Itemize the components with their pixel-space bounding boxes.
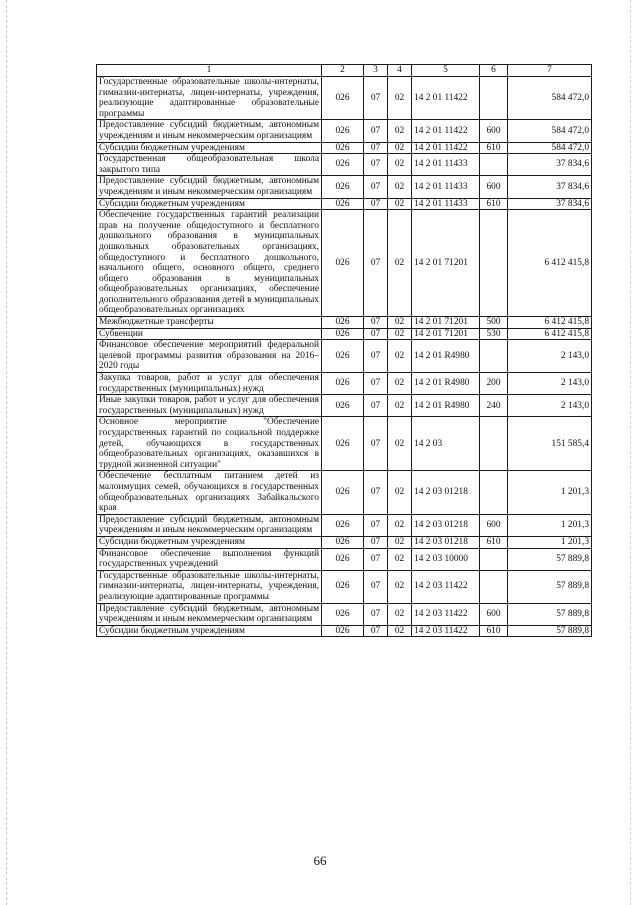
row-expense-type: 610 bbox=[480, 142, 508, 154]
row-subsection: 02 bbox=[388, 317, 412, 329]
row-name: Предоставление субсидий бюджетным, автономным учреждениям и иным некоммерческим организациям bbox=[97, 514, 322, 536]
row-subsection: 02 bbox=[388, 198, 412, 210]
budget-table bbox=[96, 64, 592, 637]
row-sum: 2 143,0 bbox=[508, 373, 592, 395]
row-section: 07 bbox=[364, 417, 388, 471]
row-subsection: 02 bbox=[388, 471, 412, 514]
row-section: 07 bbox=[364, 514, 388, 536]
row-sum: 584 472,0 bbox=[508, 77, 592, 120]
row-target-article: 14 2 03 01218 bbox=[412, 514, 480, 536]
row-subsection: 02 bbox=[388, 570, 412, 603]
row-subsection: 02 bbox=[388, 514, 412, 536]
row-name: Предоставление субсидий бюджетным, автономным учреждениям и иным некоммерческим организациям bbox=[97, 176, 322, 198]
row-admin-code: 026 bbox=[322, 548, 364, 570]
row-expense-type: 610 bbox=[480, 536, 508, 548]
row-sum: 37 834,6 bbox=[508, 154, 592, 176]
row-name: Субвенции bbox=[97, 328, 322, 340]
row-sum: 584 472,0 bbox=[508, 142, 592, 154]
table-row bbox=[97, 210, 592, 317]
col-header-subsection: 4 bbox=[388, 65, 412, 77]
row-admin-code: 026 bbox=[322, 570, 364, 603]
row-section: 07 bbox=[364, 154, 388, 176]
row-section: 07 bbox=[364, 210, 388, 317]
row-section: 07 bbox=[364, 142, 388, 154]
row-name: Государственная общеобразовательная школа закрытого типа bbox=[97, 154, 322, 176]
table-row bbox=[97, 373, 592, 395]
row-subsection: 02 bbox=[388, 603, 412, 625]
row-expense-type bbox=[480, 340, 508, 373]
table-row bbox=[97, 625, 592, 637]
row-expense-type: 600 bbox=[480, 514, 508, 536]
table-row bbox=[97, 514, 592, 536]
row-section: 07 bbox=[364, 328, 388, 340]
row-subsection: 02 bbox=[388, 395, 412, 417]
row-name: Закупка товаров, работ и услуг для обеспечения государственных (муниципальных) нужд bbox=[97, 373, 322, 395]
row-target-article: 14 2 03 11422 bbox=[412, 570, 480, 603]
row-name: Государственные образовательные школы-интернаты, гимназии-интернаты, лицеи-интернаты, учреждения, реализующие адаптированные программы bbox=[97, 570, 322, 603]
row-section: 07 bbox=[364, 548, 388, 570]
table-row bbox=[97, 548, 592, 570]
row-sum: 37 834,6 bbox=[508, 198, 592, 210]
row-sum: 1 201,3 bbox=[508, 514, 592, 536]
row-admin-code: 026 bbox=[322, 340, 364, 373]
row-target-article: 14 2 01 71201 bbox=[412, 317, 480, 329]
table-row bbox=[97, 77, 592, 120]
row-section: 07 bbox=[364, 340, 388, 373]
row-section: 07 bbox=[364, 176, 388, 198]
table-row bbox=[97, 328, 592, 340]
row-admin-code: 026 bbox=[322, 373, 364, 395]
row-sum: 6 412 415,8 bbox=[508, 317, 592, 329]
row-section: 07 bbox=[364, 373, 388, 395]
row-subsection: 02 bbox=[388, 154, 412, 176]
row-subsection: 02 bbox=[388, 340, 412, 373]
row-subsection: 02 bbox=[388, 536, 412, 548]
row-admin-code: 026 bbox=[322, 142, 364, 154]
row-expense-type: 530 bbox=[480, 328, 508, 340]
row-sum: 6 412 415,8 bbox=[508, 328, 592, 340]
row-subsection: 02 bbox=[388, 77, 412, 120]
row-sum: 1 201,3 bbox=[508, 471, 592, 514]
row-name: Субсидии бюджетным учреждениям bbox=[97, 198, 322, 210]
row-target-article: 14 2 01 11422 bbox=[412, 120, 480, 142]
row-expense-type bbox=[480, 548, 508, 570]
table-row bbox=[97, 176, 592, 198]
row-admin-code: 026 bbox=[322, 198, 364, 210]
row-admin-code: 026 bbox=[322, 603, 364, 625]
row-admin-code: 026 bbox=[322, 176, 364, 198]
row-name: Финансовое обеспечение выполнения функций государственных учреждений bbox=[97, 548, 322, 570]
row-expense-type bbox=[480, 570, 508, 603]
row-expense-type: 610 bbox=[480, 198, 508, 210]
row-name: Межбюджетные трансферты bbox=[97, 317, 322, 329]
row-admin-code: 026 bbox=[322, 471, 364, 514]
row-admin-code: 026 bbox=[322, 328, 364, 340]
table-row bbox=[97, 603, 592, 625]
row-admin-code: 026 bbox=[322, 625, 364, 637]
row-expense-type: 600 bbox=[480, 176, 508, 198]
table-row bbox=[97, 417, 592, 471]
col-header-admin: 2 bbox=[322, 65, 364, 77]
row-name: Основное мероприятие "Обеспечение государственных гарантий по социальной поддержке детей, обучающихся в государственных общеобразовательных организациях, оказавшихся в трудной жизненной ситуации" bbox=[97, 417, 322, 471]
row-expense-type: 240 bbox=[480, 395, 508, 417]
row-section: 07 bbox=[364, 625, 388, 637]
table-row bbox=[97, 317, 592, 329]
row-target-article: 14 2 01 R4980 bbox=[412, 340, 480, 373]
row-sum: 584 472,0 bbox=[508, 120, 592, 142]
row-target-article: 14 2 01 11433 bbox=[412, 154, 480, 176]
row-target-article: 14 2 01 11433 bbox=[412, 198, 480, 210]
row-name: Обеспечение бесплатным питанием детей из малоимущих семей, обучающихся в государственных общеобразовательных организациях Забайкальского края bbox=[97, 471, 322, 514]
row-target-article: 14 2 03 10000 bbox=[412, 548, 480, 570]
col-header-sum: 7 bbox=[508, 65, 592, 77]
row-subsection: 02 bbox=[388, 142, 412, 154]
row-target-article: 14 2 03 01218 bbox=[412, 536, 480, 548]
row-target-article: 14 2 01 11422 bbox=[412, 77, 480, 120]
row-expense-type: 200 bbox=[480, 373, 508, 395]
table-row bbox=[97, 340, 592, 373]
row-sum: 57 889,8 bbox=[508, 570, 592, 603]
row-name: Субсидии бюджетным учреждениям bbox=[97, 536, 322, 548]
row-subsection: 02 bbox=[388, 417, 412, 471]
row-name: Иные закупки товаров, работ и услуг для обеспечения государственных (муниципальных) нужд bbox=[97, 395, 322, 417]
row-subsection: 02 bbox=[388, 373, 412, 395]
row-admin-code: 026 bbox=[322, 536, 364, 548]
row-name: Субсидии бюджетным учреждениям bbox=[97, 142, 322, 154]
row-sum: 2 143,0 bbox=[508, 340, 592, 373]
row-section: 07 bbox=[364, 120, 388, 142]
row-target-article: 14 2 03 bbox=[412, 417, 480, 471]
row-target-article: 14 2 01 71201 bbox=[412, 210, 480, 317]
row-subsection: 02 bbox=[388, 548, 412, 570]
row-target-article: 14 2 03 11422 bbox=[412, 603, 480, 625]
row-name: Предоставление субсидий бюджетным, автономным учреждениям и иным некоммерческим организациям bbox=[97, 603, 322, 625]
row-target-article: 14 2 03 11422 bbox=[412, 625, 480, 637]
row-sum: 57 889,8 bbox=[508, 603, 592, 625]
row-expense-type bbox=[480, 77, 508, 120]
row-admin-code: 026 bbox=[322, 154, 364, 176]
row-sum: 151 585,4 bbox=[508, 417, 592, 471]
row-admin-code: 026 bbox=[322, 77, 364, 120]
table-row bbox=[97, 120, 592, 142]
table-row bbox=[97, 536, 592, 548]
row-section: 07 bbox=[364, 317, 388, 329]
col-header-type: 6 bbox=[480, 65, 508, 77]
row-target-article: 14 2 03 01218 bbox=[412, 471, 480, 514]
table-header-row bbox=[97, 65, 592, 77]
row-name: Обеспечение государственных гарантий реализации прав на получение общедоступного и бесплатного дошкольного образования в муниципальных дошкольных образовательных организациях, общедоступного и бесплатного дошкольного, начального общего, основного общего, среднего общего образования в муниципальных общеобразовательных организациях, обеспечение дополнительного образования детей в муниципальных общеобразовательных организациях bbox=[97, 210, 322, 317]
row-name: Государственные образовательные школы-интернаты, гимназии-интернаты, лицеи-интернаты, учреждения, реализующие адаптированные образовательные программы bbox=[97, 77, 322, 120]
row-admin-code: 026 bbox=[322, 120, 364, 142]
row-section: 07 bbox=[364, 570, 388, 603]
table-row bbox=[97, 570, 592, 603]
row-name: Субсидии бюджетным учреждениям bbox=[97, 625, 322, 637]
row-subsection: 02 bbox=[388, 328, 412, 340]
table-body bbox=[97, 77, 592, 637]
row-sum: 2 143,0 bbox=[508, 395, 592, 417]
row-expense-type: 600 bbox=[480, 120, 508, 142]
row-target-article: 14 2 01 11433 bbox=[412, 176, 480, 198]
row-target-article: 14 2 01 R4980 bbox=[412, 373, 480, 395]
col-header-name: 1 bbox=[97, 65, 322, 77]
row-name: Предоставление субсидий бюджетным, автономным учреждениям и иным некоммерческим организациям bbox=[97, 120, 322, 142]
row-sum: 57 889,8 bbox=[508, 548, 592, 570]
row-expense-type bbox=[480, 471, 508, 514]
row-admin-code: 026 bbox=[322, 317, 364, 329]
table-row bbox=[97, 471, 592, 514]
row-section: 07 bbox=[364, 77, 388, 120]
row-expense-type bbox=[480, 417, 508, 471]
row-admin-code: 026 bbox=[322, 210, 364, 317]
row-subsection: 02 bbox=[388, 625, 412, 637]
table-row bbox=[97, 395, 592, 417]
row-section: 07 bbox=[364, 471, 388, 514]
col-header-target: 5 bbox=[412, 65, 480, 77]
table-row bbox=[97, 154, 592, 176]
row-subsection: 02 bbox=[388, 176, 412, 198]
scan-edge-right bbox=[630, 0, 632, 905]
row-section: 07 bbox=[364, 198, 388, 210]
row-expense-type: 500 bbox=[480, 317, 508, 329]
row-target-article: 14 2 01 11422 bbox=[412, 142, 480, 154]
page-number: 66 bbox=[313, 853, 327, 868]
row-expense-type: 600 bbox=[480, 603, 508, 625]
row-admin-code: 026 bbox=[322, 417, 364, 471]
row-section: 07 bbox=[364, 536, 388, 548]
row-sum: 57 889,8 bbox=[508, 625, 592, 637]
row-sum: 1 201,3 bbox=[508, 536, 592, 548]
row-subsection: 02 bbox=[388, 120, 412, 142]
row-target-article: 14 2 01 71201 bbox=[412, 328, 480, 340]
row-sum: 37 834,6 bbox=[508, 176, 592, 198]
row-expense-type: 610 bbox=[480, 625, 508, 637]
row-expense-type bbox=[480, 210, 508, 317]
row-section: 07 bbox=[364, 395, 388, 417]
row-expense-type bbox=[480, 154, 508, 176]
col-header-section: 3 bbox=[364, 65, 388, 77]
row-name: Финансовое обеспечение мероприятий федеральной целевой программы развития образования на 2016–2020 годы bbox=[97, 340, 322, 373]
row-subsection: 02 bbox=[388, 210, 412, 317]
row-sum: 6 412 415,8 bbox=[508, 210, 592, 317]
table-row bbox=[97, 142, 592, 154]
scan-edge-left bbox=[6, 0, 8, 905]
row-target-article: 14 2 01 R4980 bbox=[412, 395, 480, 417]
row-section: 07 bbox=[364, 603, 388, 625]
row-admin-code: 026 bbox=[322, 514, 364, 536]
row-admin-code: 026 bbox=[322, 395, 364, 417]
table-row bbox=[97, 198, 592, 210]
